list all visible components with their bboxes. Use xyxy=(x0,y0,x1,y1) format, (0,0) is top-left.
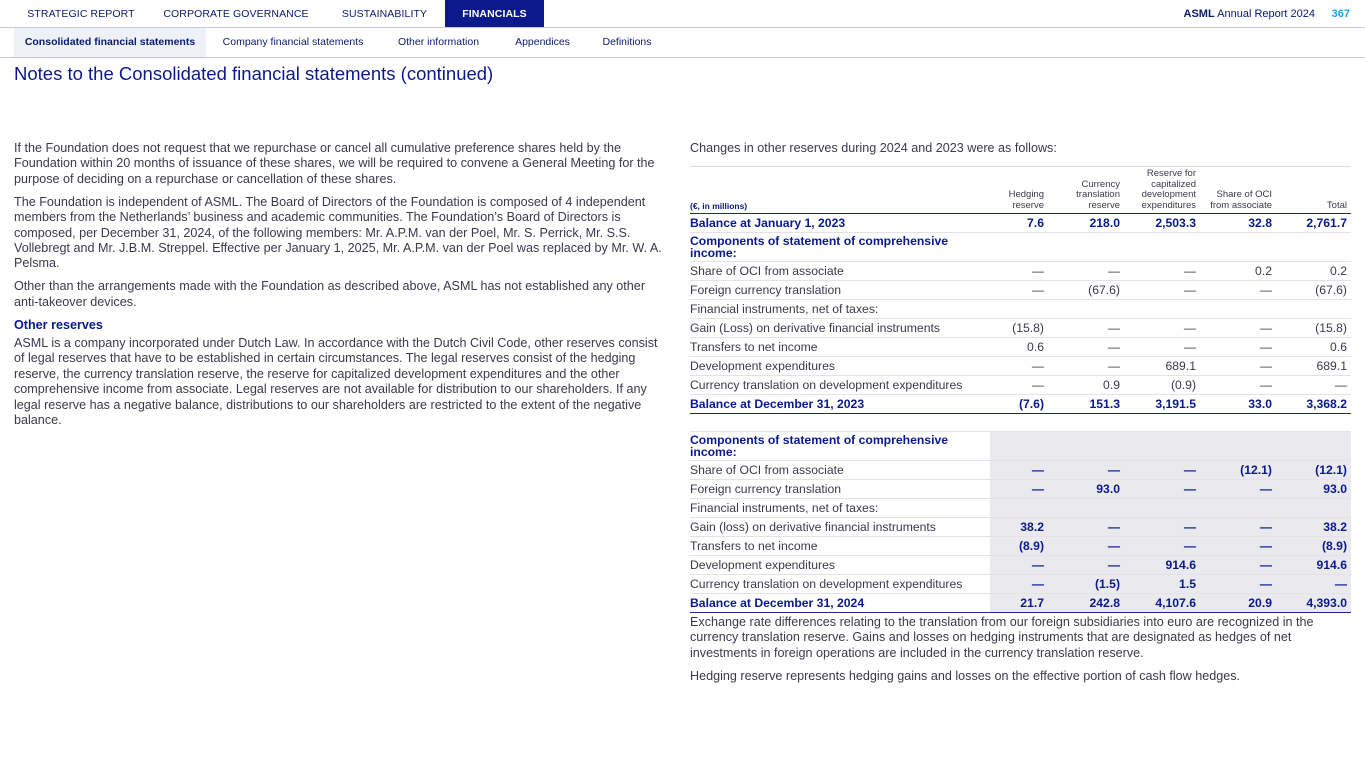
table-cell xyxy=(1124,499,1200,518)
table-footnotes xyxy=(690,615,1351,692)
table-cell: 21.7 xyxy=(990,594,1048,613)
column-header: Currency translation reserve xyxy=(1048,167,1124,214)
unit-label: (€, in millions) xyxy=(690,167,990,214)
row-label: Balance at January 1, 2023 xyxy=(690,214,990,233)
paragraph-foundation-board: The Foundation is independent of ASML. The Board of Directors of the Foundation is composed of 4 independent members from the Netherlands’ business and academic communities. The Foundation’s Board of Directors is composed, per December 31, 2024, of the following members: Mr. A.P.M. van der Poel, Mr. S. Perrick, Mr. S.S. Vollebregt and Mr. J.B.M. Streppel. Effective per January 1, 2025, Mr. A.P.M. van der Poel was replaced by Mr. W. A. Pelsma. xyxy=(14,194,662,271)
table-cell xyxy=(1200,300,1276,319)
table-cell xyxy=(1048,432,1124,461)
table-cell: — xyxy=(1048,262,1124,281)
paragraph-exchange-rate: Exchange rate differences relating to the translation from our foreign subsidiaries into euro are recognized in the currency translation reserve. Gains and losses on hedging instruments that are designated as hedges of net investments in foreign operations are included in the currency translation reserve. xyxy=(690,615,1314,660)
table-cell: — xyxy=(1048,537,1124,556)
table-cell: 93.0 xyxy=(1276,480,1351,499)
table-cell xyxy=(1048,233,1124,262)
table-cell: 2,761.7 xyxy=(1276,214,1351,233)
table-row xyxy=(690,319,1351,338)
table-row xyxy=(690,556,1351,575)
row-label: Share of OCI from associate xyxy=(690,262,990,281)
table-cell: — xyxy=(1124,338,1200,357)
table-cell: 689.1 xyxy=(1124,357,1200,376)
table-row xyxy=(690,214,1351,233)
table-row xyxy=(690,262,1351,281)
table-cell: — xyxy=(990,281,1048,300)
table-cell: 3,191.5 xyxy=(1124,395,1200,414)
table-cell: — xyxy=(1048,518,1124,537)
subtab-consolidated-financial-statements[interactable]: Consolidated financial statements xyxy=(14,28,206,57)
table-row xyxy=(690,281,1351,300)
table-row xyxy=(690,461,1351,480)
row-label: Foreign currency translation xyxy=(690,281,990,300)
table-cell: — xyxy=(990,575,1048,594)
right-column xyxy=(690,141,1351,683)
table-cell: — xyxy=(1200,319,1276,338)
subtab-appendices[interactable]: Appendices xyxy=(515,36,570,48)
table-intro: Changes in other reserves during 2024 and 2023 were as follows: xyxy=(690,141,1057,155)
table-cell: (8.9) xyxy=(1276,537,1351,556)
table-cell: 4,107.6 xyxy=(1124,594,1200,613)
table-cell: 38.2 xyxy=(990,518,1048,537)
table-cell: 3,368.2 xyxy=(1276,395,1351,414)
table-cell: 914.6 xyxy=(1124,556,1200,575)
table-cell: — xyxy=(1048,461,1124,480)
paragraph-anti-takeover: Other than the arrangements made with the Foundation as described above, ASML has not established any other anti-takeover devices. xyxy=(14,279,646,309)
left-column xyxy=(14,141,670,436)
table-cell xyxy=(990,432,1048,461)
row-label: Gain (loss) on derivative financial instruments xyxy=(690,518,990,537)
table-cell: — xyxy=(1124,281,1200,300)
table-cell: 0.2 xyxy=(1200,262,1276,281)
column-header: Share of OCI from associate xyxy=(1200,167,1276,214)
table-cell: 20.9 xyxy=(1200,594,1276,613)
table-cell: — xyxy=(1124,262,1200,281)
table-cell: — xyxy=(1048,338,1124,357)
table-cell: — xyxy=(1124,480,1200,499)
table-cell: — xyxy=(1048,319,1124,338)
table-cell: — xyxy=(990,262,1048,281)
table-cell xyxy=(990,300,1048,319)
table-cell: — xyxy=(1124,319,1200,338)
table-row xyxy=(690,499,1351,518)
table-cell: — xyxy=(1276,376,1351,395)
table-cell: (67.6) xyxy=(1276,281,1351,300)
page-title: Notes to the Consolidated financial statements (continued) xyxy=(14,63,494,84)
table-cell xyxy=(990,233,1048,262)
table-cell xyxy=(1048,300,1124,319)
table-cell: 689.1 xyxy=(1276,357,1351,376)
row-label: Currency translation on development expenditures xyxy=(690,376,990,395)
table-cell: — xyxy=(1124,518,1200,537)
table-row xyxy=(690,480,1351,499)
row-label: Share of OCI from associate xyxy=(690,461,990,480)
table-cell: (12.1) xyxy=(1276,461,1351,480)
row-label: Foreign currency translation xyxy=(690,480,990,499)
subtab-other-information[interactable]: Other information xyxy=(397,36,480,48)
tab-sustainability[interactable]: SUSTAINABILITY xyxy=(341,8,428,20)
tab-strategic-report[interactable]: STRATEGIC REPORT xyxy=(27,8,135,20)
row-label: Currency translation on development expenditures xyxy=(690,575,990,594)
subtab-definitions[interactable]: Definitions xyxy=(602,36,652,48)
table-cell: 242.8 xyxy=(1048,594,1124,613)
paragraph-legal-reserves: ASML is a company incorporated under Dutch Law. In accordance with the Dutch Civil Code, other reserves consist of legal reserves that have to be established in certain circumstances. The legal reserves consist of the hedging reserve, the currency translation reserve, the reserve for capitalized development expenditures and the other comprehensive income from associate. Legal reserves are not available for distribution to our shareholders. If any legal reserve has a negative balance, distributions to our shareholders are restricted to the extent of the negative balance. xyxy=(14,335,658,427)
section-heading-other-reserves: Other reserves xyxy=(14,317,103,332)
table-cell xyxy=(1276,499,1351,518)
table-cell: — xyxy=(1276,575,1351,594)
table-cell: (12.1) xyxy=(1200,461,1276,480)
table-cell: — xyxy=(1124,537,1200,556)
table-row xyxy=(690,594,1351,613)
row-label: Balance at December 31, 2024 xyxy=(690,594,990,613)
table-cell: — xyxy=(990,556,1048,575)
table-cell: (0.9) xyxy=(1124,376,1200,395)
row-label: Transfers to net income xyxy=(690,537,990,556)
top-navigation xyxy=(0,0,1365,28)
table-cell: — xyxy=(1200,518,1276,537)
row-label: Components of statement of comprehensive income: xyxy=(690,432,990,461)
table-cell: — xyxy=(1200,480,1276,499)
table-cell: — xyxy=(990,480,1048,499)
table-cell xyxy=(1200,233,1276,262)
paragraph-foundation-repurchase: If the Foundation does not request that we repurchase or cancel all cumulative preference shares held by the Foundation within 20 months of issuance of these shares, we will be required to convene a General Meeting for the purpose of deciding on a repurchase or cancellation of these shares. xyxy=(14,141,655,186)
table-cell: (15.8) xyxy=(990,319,1048,338)
table-row xyxy=(690,575,1351,594)
table-row xyxy=(690,518,1351,537)
subtab-company-financial-statements[interactable]: Company financial statements xyxy=(222,36,364,48)
table-cell: 33.0 xyxy=(1200,395,1276,414)
table-cell: 38.2 xyxy=(1276,518,1351,537)
table-cell xyxy=(1200,499,1276,518)
table-row xyxy=(690,233,1351,262)
table-cell: (8.9) xyxy=(990,537,1048,556)
table-cell: — xyxy=(1200,556,1276,575)
table-cell xyxy=(1124,300,1200,319)
row-label: Gain (Loss) on derivative financial instruments xyxy=(690,319,990,338)
table-cell: — xyxy=(1200,338,1276,357)
table-cell xyxy=(1276,233,1351,262)
table-cell: 1.5 xyxy=(1124,575,1200,594)
table-cell: — xyxy=(990,357,1048,376)
table-cell: (1.5) xyxy=(1048,575,1124,594)
table-cell: — xyxy=(990,376,1048,395)
table-cell: 7.6 xyxy=(990,214,1048,233)
table-cell: (7.6) xyxy=(990,395,1048,414)
column-header: Total xyxy=(1276,167,1351,214)
table-cell: 0.6 xyxy=(990,338,1048,357)
row-label: Transfers to net income xyxy=(690,338,990,357)
row-label: Development expenditures xyxy=(690,357,990,376)
table-cell: 914.6 xyxy=(1276,556,1351,575)
table-cell: 0.9 xyxy=(1048,376,1124,395)
table-cell: 0.2 xyxy=(1276,262,1351,281)
table-cell: — xyxy=(990,461,1048,480)
table-row xyxy=(690,300,1351,319)
table-cell xyxy=(1200,432,1276,461)
table-cell: — xyxy=(1200,281,1276,300)
brand-report-title: Annual Report 2024 xyxy=(1214,8,1315,20)
row-label: Financial instruments, net of taxes: xyxy=(690,499,990,518)
table-cell: 93.0 xyxy=(1048,480,1124,499)
tab-corporate-governance[interactable]: CORPORATE GOVERNANCE xyxy=(163,8,309,20)
table-cell: — xyxy=(1200,575,1276,594)
table-cell: — xyxy=(1200,376,1276,395)
row-label: Development expenditures xyxy=(690,556,990,575)
table-cell: — xyxy=(1124,461,1200,480)
table-cell: 151.3 xyxy=(1048,395,1124,414)
table-cell: (67.6) xyxy=(1048,281,1124,300)
table-row xyxy=(690,537,1351,556)
table-cell xyxy=(1124,233,1200,262)
table-cell xyxy=(1276,300,1351,319)
tab-financials[interactable]: FINANCIALS xyxy=(445,0,544,27)
table-cell: — xyxy=(1048,357,1124,376)
report-brand xyxy=(1184,0,1315,29)
page-number: 367 xyxy=(1331,8,1350,20)
column-header: Hedging reserve xyxy=(990,167,1048,214)
row-label: Components of statement of comprehensive income: xyxy=(690,233,990,262)
other-reserves-table xyxy=(690,166,1351,613)
row-label: Balance at December 31, 2023 xyxy=(690,395,990,414)
table-row xyxy=(690,432,1351,461)
table-cell xyxy=(1124,432,1200,461)
table-row xyxy=(690,395,1351,414)
column-header: Reserve for capitalized development expenditures xyxy=(1124,167,1200,214)
table-cell: 0.6 xyxy=(1276,338,1351,357)
table-cell xyxy=(990,499,1048,518)
table-cell: 2,503.3 xyxy=(1124,214,1200,233)
table-row xyxy=(690,376,1351,395)
table-row xyxy=(690,338,1351,357)
table-cell: 4,393.0 xyxy=(1276,594,1351,613)
sub-navigation xyxy=(0,28,1365,58)
brand-name: ASML xyxy=(1183,8,1215,20)
table-cell: — xyxy=(1048,556,1124,575)
table-cell xyxy=(1048,499,1124,518)
table-cell: — xyxy=(1200,537,1276,556)
table-header-row xyxy=(690,167,1351,214)
paragraph-hedging-reserve: Hedging reserve represents hedging gains and losses on the effective portion of cash flow hedges. xyxy=(690,668,1241,683)
table-cell: 218.0 xyxy=(1048,214,1124,233)
row-label: Financial instruments, net of taxes: xyxy=(690,300,990,319)
table-cell: (15.8) xyxy=(1276,319,1351,338)
table-cell xyxy=(1276,432,1351,461)
table-row xyxy=(690,357,1351,376)
spacer-row xyxy=(690,414,1351,432)
table-cell: 32.8 xyxy=(1200,214,1276,233)
table-cell: — xyxy=(1200,357,1276,376)
